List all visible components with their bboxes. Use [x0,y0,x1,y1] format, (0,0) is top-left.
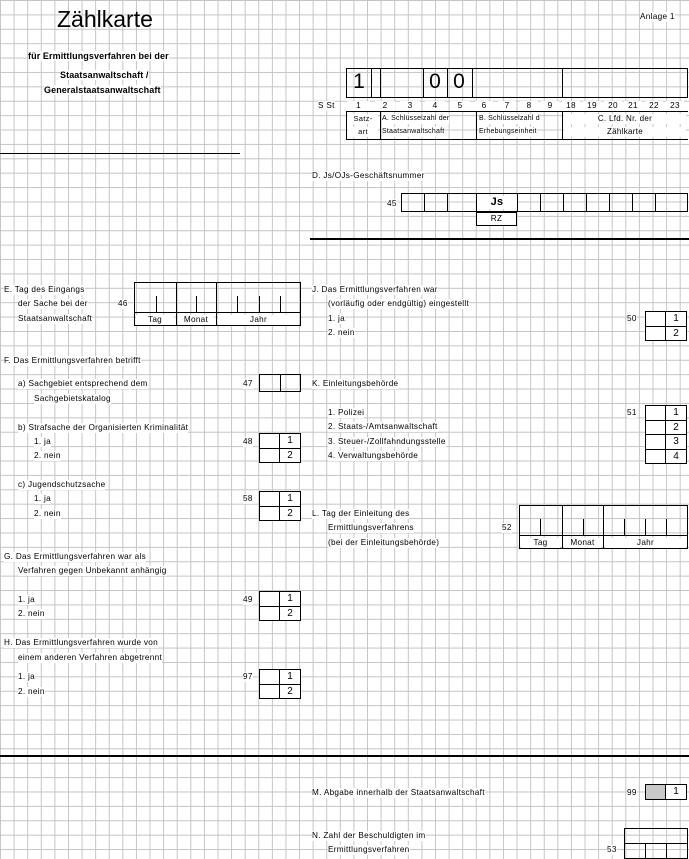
section-k-field-no: 51 [627,408,637,417]
abgabe-checkbox[interactable] [645,784,666,800]
l-monat-label: Monat [564,538,601,548]
code-entry-row [346,68,688,98]
f-c-code-2: 2 [279,506,301,521]
col-num-2: 2 [375,101,395,111]
section-g-field-no: 49 [243,595,253,604]
section-h-field-no: 97 [243,672,253,681]
col-num-22: 22 [645,101,663,111]
section-n-line-1: N. Zahl der Beschuldigten im [312,831,426,840]
k-option-4: 4. Verwaltungsbehörde [328,451,419,460]
sst-label: S St [318,101,335,110]
e-monat-label: Monat [178,315,214,325]
section-e-line-2: der Sache bei der [18,299,88,308]
g-option-ja: 1. ja [18,595,35,604]
section-e-line-3: Staatsanwaltschaft [18,314,93,323]
f-b-option-nein: 2. nein [34,451,61,460]
col-num-3: 3 [400,101,420,111]
e-tag-label: Tag [136,315,174,325]
section-d-field-no: 45 [387,199,397,208]
j-code-2: 2 [665,326,687,341]
section-d-label: D. Js/OJs-Geschäftsnummer [312,171,425,180]
l-tag-label: Tag [521,538,560,548]
section-f-b-field-no: 48 [243,437,253,446]
col-num-23: 23 [666,101,684,111]
g-code-2: 2 [279,606,301,621]
section-f-label: F. Das Ermittlungsverfahren betrifft [4,356,141,365]
col-num-18: 18 [562,101,580,111]
section-f-c-label: c) Jugendschutzsache [18,480,106,489]
section-n-field-no: 53 [607,845,617,854]
satzart-value[interactable]: 1 [353,70,365,93]
c-label-2: Zählkarte [564,127,686,137]
section-d-divider [310,238,689,240]
f-b-option-ja: 1. ja [34,437,51,446]
header-divider [0,153,240,154]
col-num-4: 4 [425,101,445,111]
section-m-label: M. Abgabe innerhalb der Staatsanwaltschaft [312,788,485,797]
col-num-20: 20 [604,101,622,111]
subtitle-line-2: Staatsanwaltschaft / [60,70,149,80]
section-f-a-field-no: 47 [243,379,253,388]
section-l-field-no: 52 [502,523,512,532]
h-code-2: 2 [279,684,301,699]
form-title: Zählkarte [57,6,153,32]
col-num-21: 21 [624,101,642,111]
section-l-line-1: L. Tag der Einleitung des [312,509,410,518]
h-option-nein: 2. nein [18,687,45,696]
h-option-ja: 1. ja [18,672,35,681]
col-num-9: 9 [541,101,559,111]
a-label-1: A. Schlüsselzahl der [382,115,450,122]
annex-label: Anlage 1 [640,12,675,21]
bottom-divider [0,755,689,757]
b-label-2: Erhebungseinheit [479,128,537,135]
section-f-a-line-2: Sachgebietskatalog [34,394,111,403]
geschaeftsnummer-field[interactable] [401,193,688,212]
section-l-line-3: (bei der Einleitungsbehörde) [328,538,440,547]
col-num-8: 8 [520,101,538,111]
f-b-code-1: 1 [279,433,301,449]
section-l-line-2: Ermittlungsverfahrens [328,523,414,532]
col-num-5: 5 [450,101,470,111]
rz-label: RZ [478,214,515,224]
section-f-a-line-1: a) Sachgebiet entsprechend dem [18,379,148,388]
col-num-6: 6 [475,101,493,111]
e-jahr-label: Jahr [218,315,299,325]
section-j-line-2: (vorläufig oder endgültig) eingestellt [328,299,470,308]
col-num-1: 1 [347,101,370,111]
subtitle-line-1: für Ermittlungsverfahren bei der [28,51,169,61]
code-digit-5[interactable]: 0 [453,70,465,93]
col-num-19: 19 [583,101,601,111]
section-e-line-1: E. Tag des Eingangs [4,285,85,294]
section-h-line-1: H. Das Ermittlungsverfahren wurde von [4,638,158,647]
section-e-field-no: 46 [118,299,128,308]
section-j-line-1: J. Das Ermittlungsverfahren war [312,285,438,294]
col-num-7: 7 [498,101,516,111]
satzart-label-1: Satz- [348,114,378,124]
section-m-field-no: 99 [627,788,637,797]
section-n-line-2: Ermittlungsverfahren [328,845,410,854]
k-option-3: 3. Steuer-/Zollfahndungsstelle [328,437,446,446]
g-option-nein: 2. nein [18,609,45,618]
k-option-1: 1. Polizei [328,408,365,417]
c-label-1: C. Lfd. Nr. der [564,114,686,124]
k-option-2: 2. Staats-/Amtsanwaltschaft [328,422,438,431]
js-label: Js [477,196,517,209]
section-f-c-field-no: 58 [243,494,253,503]
j-option-nein: 2. nein [328,328,355,337]
section-j-field-no: 50 [627,314,637,323]
l-jahr-label: Jahr [605,538,686,548]
subtitle-line-3: Generalstaatsanwaltschaft [44,85,161,95]
section-g-line-1: G. Das Ermittlungsverfahren war als [4,552,146,561]
k-code-2: 2 [665,420,687,435]
g-code-1: 1 [279,591,301,607]
j-code-1: 1 [665,311,687,327]
satzart-label-2: art [348,127,378,137]
f-c-option-ja: 1. ja [34,494,51,503]
j-option-ja: 1. ja [328,314,345,323]
section-h-line-2: einem anderen Verfahren abgetrennt [18,653,163,662]
m-code-1: 1 [665,784,687,800]
f-c-option-nein: 2. nein [34,509,61,518]
k-code-1: 1 [665,405,687,421]
section-f-b-label: b) Strafsache der Organisierten Kriminalität [18,423,189,432]
code-digit-4[interactable]: 0 [429,70,441,93]
section-g-line-2: Verfahren gegen Unbekannt anhängig [18,566,167,575]
section-k-label: K. Einleitungsbehörde [312,379,399,388]
h-code-1: 1 [279,669,301,685]
f-c-code-1: 1 [279,491,301,507]
f-b-code-2: 2 [279,448,301,463]
k-code-3: 3 [665,434,687,450]
a-label-2: Staatsanwaltschaft [382,128,445,135]
b-label-1: B. Schlüsselzahl d [479,115,540,122]
k-code-4: 4 [665,449,687,464]
